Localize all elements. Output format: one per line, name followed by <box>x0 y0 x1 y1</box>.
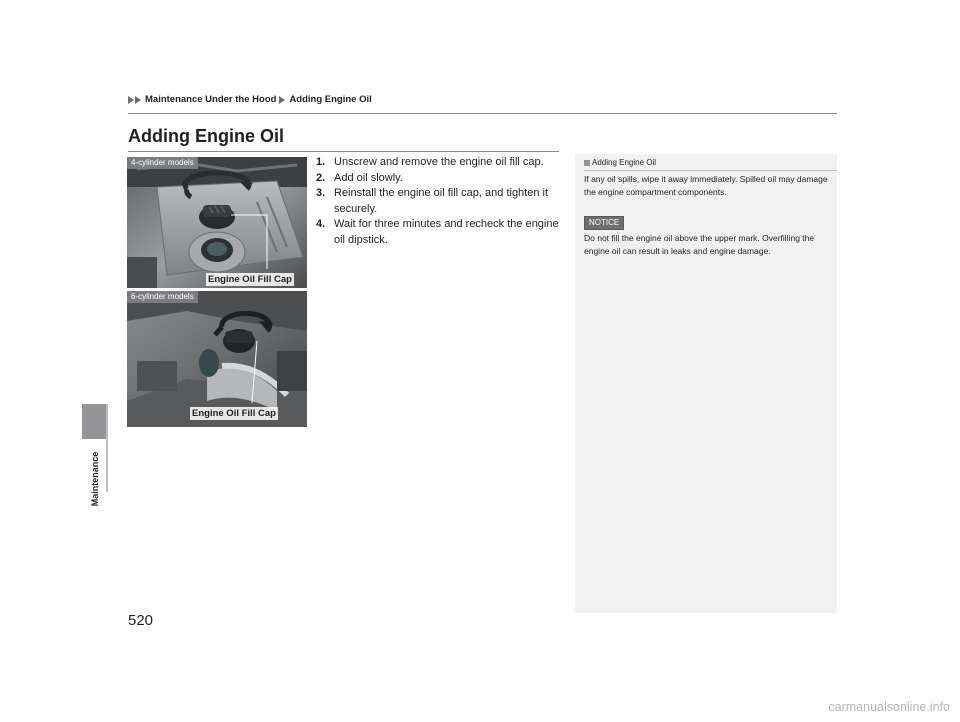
breadcrumb-current: Adding Engine Oil <box>289 94 372 105</box>
step-text: Wait for three minutes and recheck the engine oil dipstick. <box>334 218 559 246</box>
step-item <box>316 155 560 171</box>
instruction-steps <box>316 155 560 248</box>
chapter-tab[interactable] <box>82 404 106 439</box>
header-rule <box>128 113 837 114</box>
step-item <box>316 186 560 217</box>
step-number: 4. <box>316 218 326 230</box>
step-number: 2. <box>316 171 326 184</box>
engine-photo-4-cylinder <box>127 157 307 288</box>
notice-badge: NOTICE <box>584 216 624 230</box>
breadcrumb-arrow-icon <box>128 96 134 104</box>
step-text: Unscrew and remove the engine oil fill cap. <box>334 156 544 168</box>
engine-4-cylinder-illustration <box>127 157 307 288</box>
page-number: 520 <box>128 612 154 629</box>
figure-callout-oil-fill-cap: Engine Oil Fill Cap <box>208 274 292 285</box>
notes-oil-spill-text: If any oil spills, wipe it away immediately. Spilled oil may damage the engine compartment components. <box>584 174 828 197</box>
figure-tag-6-cylinder: 6-cylinder models <box>127 291 198 303</box>
notes-heading-text: Adding Engine Oil <box>592 158 657 167</box>
step-text: Add oil slowly. <box>334 171 403 184</box>
engine-photo-6-cylinder <box>127 291 307 427</box>
notes-panel <box>575 154 837 613</box>
notes-overfill-text: Do not fill the engine oil above the upper mark. Overfilling the engine oil can result in leaks and engine damage. <box>584 233 815 256</box>
step-text: Reinstall the engine oil fill cap, and tighten it securely. <box>334 187 549 215</box>
notes-heading-rule <box>584 170 837 171</box>
breadcrumb <box>128 94 372 105</box>
watermark: carmanualsonline.info <box>828 700 950 714</box>
breadcrumb-arrow-icon <box>135 96 141 104</box>
section-title: Adding Engine Oil <box>128 126 284 146</box>
step-number: 3. <box>316 187 326 199</box>
notes-heading <box>584 158 656 167</box>
figure-tag-4-cylinder: 4-cylinder models <box>127 157 198 169</box>
chapter-tab-line <box>106 404 108 492</box>
step-number: 1. <box>316 156 326 168</box>
figure-callout-oil-fill-cap: Engine Oil Fill Cap <box>192 408 276 419</box>
step-item <box>316 171 560 187</box>
chapter-tab-label: Maintenance <box>90 451 100 507</box>
note-marker-icon <box>584 160 590 166</box>
breadcrumb-arrow-icon <box>279 96 285 104</box>
step-item <box>316 217 560 248</box>
section-title-rule <box>128 151 559 152</box>
breadcrumb-parent[interactable]: Maintenance Under the Hood <box>145 94 277 105</box>
